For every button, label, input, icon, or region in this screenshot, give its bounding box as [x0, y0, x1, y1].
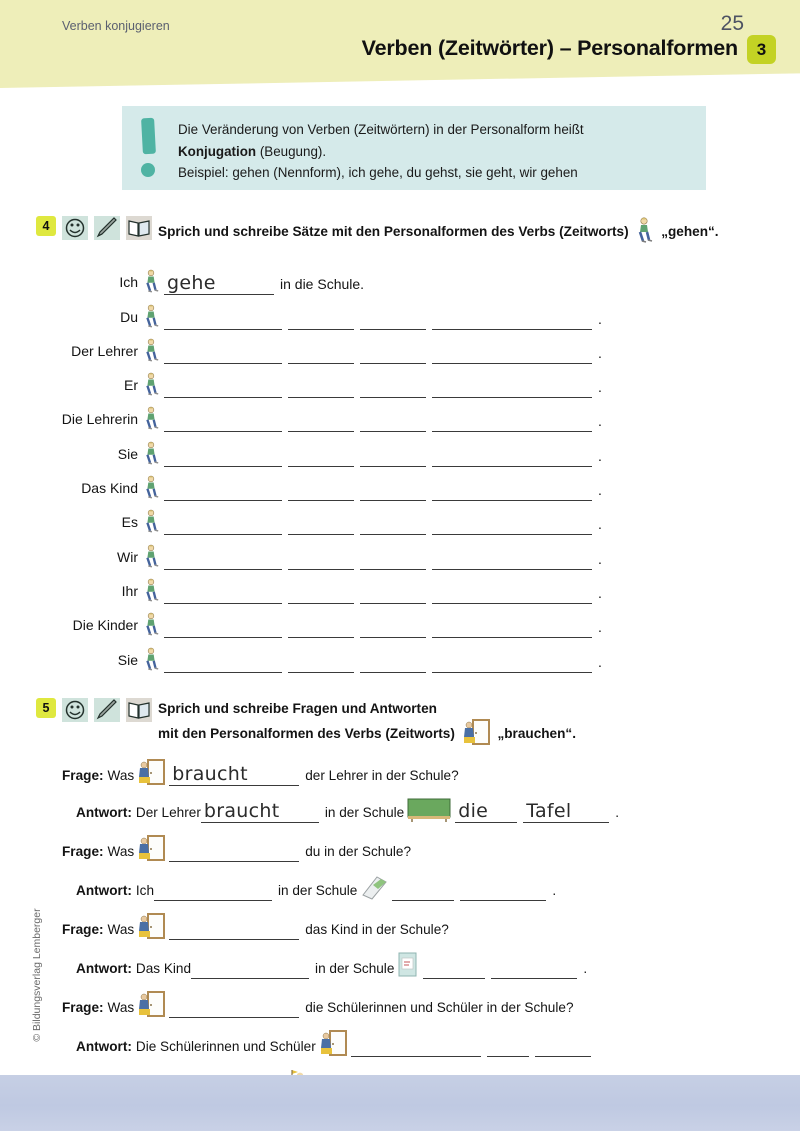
answer-blank[interactable] — [288, 380, 354, 398]
walking-figure-icon — [142, 440, 160, 466]
conjugation-row — [0, 364, 800, 398]
qa-list — [0, 758, 800, 1100]
sentence-period: . — [598, 516, 602, 533]
exercise-5-header — [0, 698, 800, 746]
door-person-icon — [136, 834, 166, 862]
conjugation-pronoun: Wir — [117, 548, 138, 565]
answer-blank[interactable] — [169, 844, 299, 862]
answer-blank[interactable] — [288, 655, 354, 673]
sentence-period: . — [598, 413, 602, 430]
question-prefix: Was — [107, 768, 135, 783]
chapter-badge: 3 — [747, 35, 776, 64]
answer-blank[interactable] — [432, 346, 592, 364]
handwritten-answer: gehe — [167, 272, 216, 295]
answer-blank[interactable] — [164, 517, 282, 535]
sentence-period: . — [598, 482, 602, 499]
answer-blank[interactable] — [288, 312, 354, 330]
sentence-period: . — [552, 883, 557, 898]
footer-label: Verben konjugieren — [62, 19, 170, 33]
handwritten-answer: die — [458, 800, 489, 822]
answer-blank[interactable] — [360, 414, 426, 432]
conjugation-row — [0, 295, 800, 329]
answer-blank[interactable] — [164, 620, 282, 638]
sentence-period: . — [598, 653, 602, 670]
answer-blank[interactable] — [360, 655, 426, 673]
conjugation-pronoun: Du — [120, 308, 138, 325]
walking-figure-icon — [142, 405, 160, 431]
info-keyword: Konjugation — [178, 143, 257, 159]
exercise-4-instruction-a: Sprich und schreibe Sätze mit den Personalformen des Verbs (Zeitworts) — [158, 224, 629, 239]
walking-figure-icon — [634, 217, 654, 245]
conjugation-row — [0, 330, 800, 364]
answer-blank[interactable] — [432, 449, 592, 467]
door-person-icon — [461, 718, 491, 746]
answer-blank[interactable] — [360, 380, 426, 398]
conjugation-pronoun: Die Kinder — [72, 617, 138, 634]
question-prefix: Was — [107, 1000, 135, 1015]
answer-prefix: Ich — [135, 883, 155, 898]
door-person-icon — [136, 912, 166, 940]
answer-blank[interactable] — [360, 346, 426, 364]
answer-label: Antwort: — [76, 883, 132, 898]
conjugation-pronoun: Sie — [117, 651, 138, 668]
read-icon — [126, 216, 152, 240]
answer-row — [0, 873, 800, 901]
answer-label: Antwort: — [76, 805, 132, 820]
question-suffix: du in der Schule? — [305, 844, 412, 859]
info-line-2-rest: (Beugung). — [256, 143, 327, 159]
sentence-period: . — [598, 379, 602, 396]
conjugation-row — [0, 398, 800, 432]
handwritten-answer: Tafel — [526, 800, 572, 822]
walking-figure-icon — [142, 611, 160, 637]
answer-blank[interactable] — [169, 922, 299, 940]
answer-blank[interactable] — [164, 552, 282, 570]
sentence-period: . — [615, 805, 619, 820]
read-icon — [126, 698, 152, 722]
conjugation-row — [0, 638, 800, 672]
conjugation-pronoun: Sie — [117, 445, 138, 462]
walking-figure-icon — [142, 508, 160, 534]
answer-prefix: Das Kind — [135, 961, 192, 976]
exercise-5-instruction-verb: „brauchen“. — [497, 726, 576, 741]
door-person-icon — [318, 1029, 348, 1057]
answer-blank[interactable] — [164, 380, 282, 398]
sentence-period: . — [598, 447, 602, 464]
answer-blank[interactable] — [432, 620, 592, 638]
chalkboard-icon — [406, 797, 452, 823]
answer-blank[interactable] — [360, 449, 426, 467]
answer-blank[interactable] — [432, 655, 592, 673]
answer-blank[interactable] — [164, 272, 274, 295]
question-row — [0, 758, 800, 786]
info-box-text — [178, 119, 696, 184]
conjugation-row — [0, 261, 800, 295]
answer-blank[interactable] — [360, 517, 426, 535]
sentence-period: . — [598, 344, 602, 361]
sentence-period: . — [583, 961, 588, 976]
answer-middle: in der Schule — [315, 961, 395, 976]
answer-blank[interactable] — [164, 414, 282, 432]
answer-blank[interactable] — [288, 620, 354, 638]
exercise-5-instruction-line2: mit den Personalformen des Verbs (Zeitworts) — [158, 726, 455, 741]
exercise-4-header — [0, 216, 800, 245]
door-person-icon — [136, 990, 166, 1018]
exercise-5 — [0, 698, 800, 1100]
answer-blank[interactable] — [360, 586, 426, 604]
answer-prefix: Der Lehrer — [135, 805, 201, 820]
sentence-period: . — [598, 584, 602, 601]
answer-blank[interactable] — [432, 483, 592, 501]
answer-blank[interactable] — [288, 483, 354, 501]
sentence-period: . — [598, 550, 602, 567]
answer-blank[interactable] — [360, 620, 426, 638]
exercise-5-instruction-line1: Sprich und schreibe Fragen und Antworten — [158, 701, 437, 716]
answer-blank[interactable] — [360, 312, 426, 330]
answer-blank[interactable] — [491, 961, 577, 979]
conjugation-pronoun: Das Kind — [81, 480, 138, 497]
conjugation-pronoun: Er — [124, 377, 138, 394]
question-label: Frage: — [62, 768, 104, 783]
answer-blank[interactable] — [392, 883, 454, 901]
question-label: Frage: — [62, 922, 104, 937]
question-row — [0, 834, 800, 862]
exercise-4-instruction — [158, 216, 719, 245]
answer-blank[interactable] — [360, 552, 426, 570]
page-number: 25 — [720, 12, 744, 35]
answer-middle: in der Schule — [278, 883, 358, 898]
speak-icon — [62, 698, 88, 722]
question-suffix: das Kind in der Schule? — [305, 922, 449, 937]
answer-row — [0, 797, 800, 823]
answer-blank[interactable] — [487, 1039, 529, 1057]
handwritten-answer: braucht — [172, 763, 248, 785]
footer-band — [0, 1075, 800, 1131]
conjugation-row — [0, 467, 800, 501]
conjugation-pronoun: Ich — [119, 274, 138, 291]
answer-blank[interactable] — [455, 800, 517, 823]
copyright-text: © Bildungsverlag Lemberger — [31, 908, 43, 1042]
conjugation-row — [0, 604, 800, 638]
conjugation-list — [0, 261, 800, 673]
handwritten-answer: braucht — [203, 800, 280, 822]
answer-blank[interactable] — [460, 883, 546, 901]
question-label: Frage: — [62, 844, 104, 859]
question-prefix: Was — [107, 922, 135, 937]
exercise-5-instruction — [158, 698, 576, 746]
speak-icon — [62, 216, 88, 240]
answer-blank[interactable] — [535, 1039, 591, 1057]
exercise-4 — [0, 216, 800, 673]
answer-label: Antwort: — [76, 1039, 132, 1054]
conjugation-pronoun: Ihr — [121, 582, 138, 599]
info-line-1: Die Veränderung von Verben (Zeitwörtern) in der Personalform heißt — [178, 122, 584, 137]
answer-label: Antwort: — [76, 961, 132, 976]
exercise-5-number: 5 — [36, 698, 56, 718]
answer-blank[interactable] — [432, 312, 592, 330]
walking-figure-icon — [142, 371, 160, 397]
exercise-4-number: 4 — [36, 216, 56, 236]
walking-figure-icon — [142, 337, 160, 363]
conjugation-row — [0, 432, 800, 466]
walking-figure-icon — [142, 268, 160, 294]
sentence-tail: in die Schule. — [280, 276, 365, 293]
info-line-3: Beispiel: gehen (Nennform), ich gehe, du gehst, sie geht, wir gehen — [178, 165, 578, 180]
answer-middle: in der Schule — [324, 805, 405, 820]
write-icon — [94, 216, 120, 240]
walking-figure-icon — [142, 577, 160, 603]
answer-blank[interactable] — [191, 961, 309, 979]
answer-row — [0, 951, 800, 979]
answer-blank[interactable] — [164, 312, 282, 330]
conjugation-pronoun: Die Lehrerin — [61, 411, 138, 428]
answer-blank[interactable] — [288, 552, 354, 570]
answer-blank[interactable] — [288, 517, 354, 535]
page-title: Verben (Zeitwörter) – Personalformen — [361, 36, 738, 60]
answer-blank[interactable] — [154, 883, 272, 901]
sentence-period: . — [598, 619, 602, 636]
conjugation-row — [0, 570, 800, 604]
question-row — [0, 912, 800, 940]
info-line-2 — [178, 141, 696, 163]
answer-blank[interactable] — [523, 800, 609, 823]
info-box — [122, 106, 706, 190]
answer-blank[interactable] — [360, 483, 426, 501]
answer-blank[interactable] — [164, 483, 282, 501]
sentence-period: . — [598, 310, 602, 327]
answer-prefix: Die Schülerinnen und Schüler — [135, 1039, 316, 1054]
question-suffix: die Schülerinnen und Schüler in der Schule? — [305, 1000, 574, 1015]
answer-blank[interactable] — [432, 517, 592, 535]
answer-blank[interactable] — [423, 961, 485, 979]
answer-blank[interactable] — [351, 1039, 481, 1057]
answer-blank[interactable] — [169, 1000, 299, 1018]
question-prefix: Was — [107, 844, 135, 859]
answer-blank[interactable] — [288, 449, 354, 467]
answer-row — [0, 1029, 800, 1057]
exercise-4-instruction-b: „gehen“. — [661, 224, 719, 239]
answer-blank[interactable] — [164, 586, 282, 604]
answer-blank[interactable] — [288, 586, 354, 604]
door-person-icon — [136, 758, 166, 786]
walking-figure-icon — [142, 543, 160, 569]
answer-blank[interactable] — [432, 586, 592, 604]
conjugation-row — [0, 535, 800, 569]
write-icon — [94, 698, 120, 722]
question-label: Frage: — [62, 1000, 104, 1015]
answer-blank[interactable] — [164, 655, 282, 673]
notebook-icon — [396, 951, 420, 979]
walking-figure-icon — [142, 303, 160, 329]
answer-blank[interactable] — [201, 800, 319, 823]
conjugation-pronoun: Es — [121, 514, 138, 531]
answer-blank[interactable] — [164, 346, 282, 364]
answer-blank[interactable] — [169, 763, 299, 786]
question-suffix: der Lehrer in der Schule? — [305, 768, 459, 783]
answer-blank[interactable] — [432, 380, 592, 398]
walking-figure-icon — [142, 474, 160, 500]
question-row — [0, 990, 800, 1018]
conjugation-row — [0, 501, 800, 535]
answer-blank[interactable] — [164, 449, 282, 467]
exclamation-icon — [140, 118, 156, 177]
answer-blank[interactable] — [432, 414, 592, 432]
answer-blank[interactable] — [288, 414, 354, 432]
answer-blank[interactable] — [432, 552, 592, 570]
walking-figure-icon — [142, 646, 160, 672]
answer-blank[interactable] — [288, 346, 354, 364]
conjugation-pronoun: Der Lehrer — [71, 342, 138, 359]
exercise-5-instruction-line2-wrap — [158, 718, 576, 746]
eraser-icon — [359, 873, 389, 901]
